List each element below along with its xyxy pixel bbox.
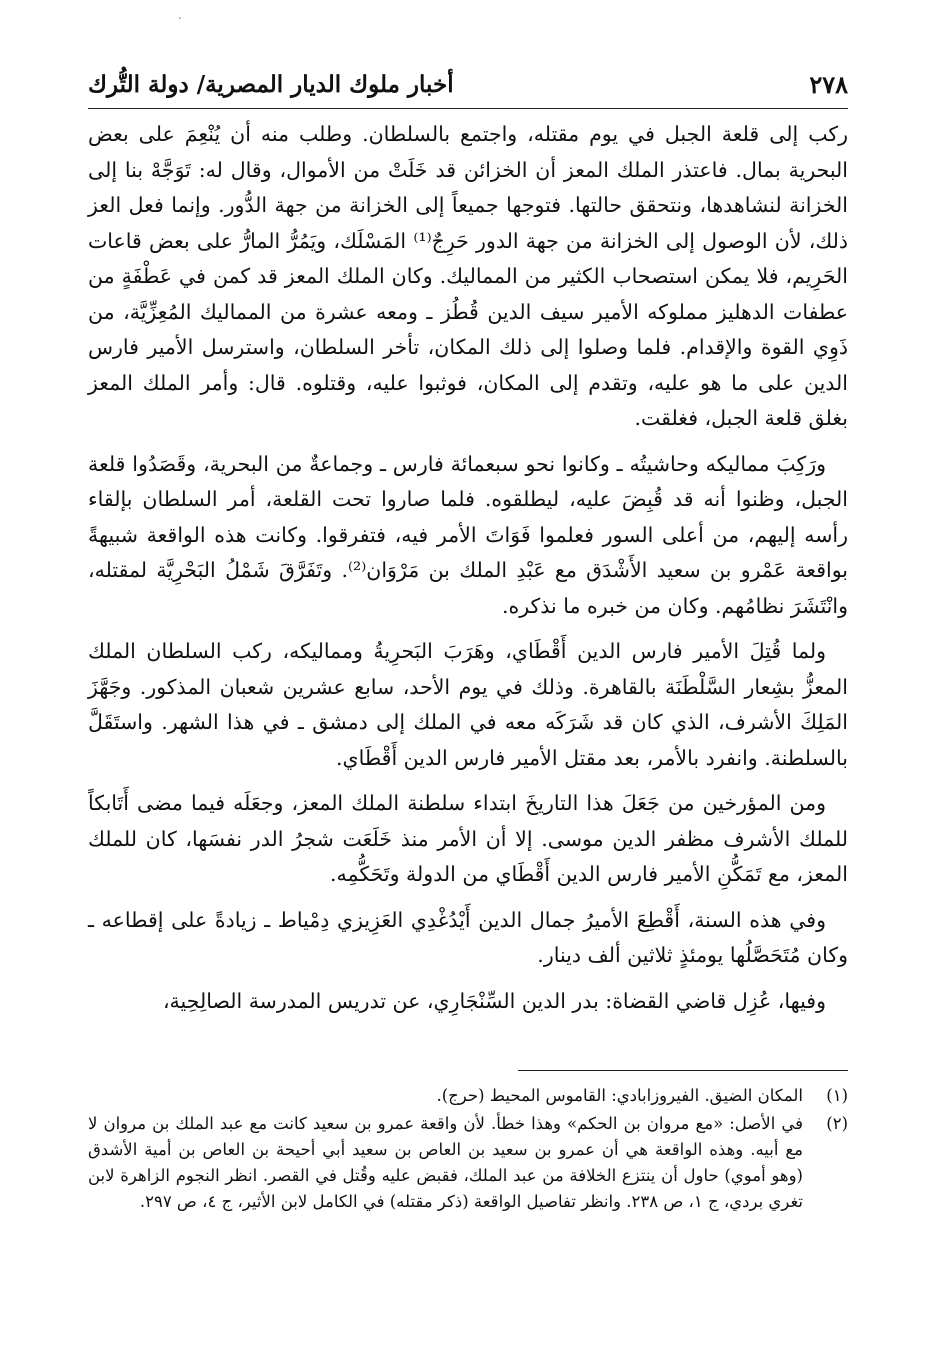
paragraph: ومن المؤرخين من جَعَلَ هذا التاريخَ ابتداء سلطنة الملك المعز، وجعَلَه فيما مضى أَتَابكاً للملك الأشرف مظفر الدين موسى. إلا أن الأمر منذ خَلَعَت شجرُ الدر نفسَها، كان للملك المعز، مع تَمَكُّنِ الأمير فارس الدين أَقْطَاي من الدولة وتَحَكُّمِه. [88,791,848,886]
footnote-text: المكان الضيق. الفيروزابادي: القاموس المحيط (حرج). [436,1086,803,1105]
paragraph: وفي هذه السنة، أَقْطِعَ الأميرُ جمال الدين أَيْدُغْدِي العَزِيزي دِمْياط ـ زيادةً على إقطاعه ـ وكان مُتَحَصَّلُها يومئذٍ ثلاثين ألف دينار. [88,907,848,967]
running-title: أخبار ملوك الديار المصرية/ دولة التُّرك [88,70,454,98]
footnote-text: في الأصل: «مع مروان بن الحكم» وهذا خطأ. لأن واقعة عمرو بن سعيد كانت مع عبد الملك بن مروان لا مع أبيه. وهذه الواقعة هي أن عمرو بن سعيد بن العاص بن سعيد أبي أحيحة بن العاص بن أمية الأشدق (وهو أموي) حاول أن ينتزع الخلافة من عبد الملك، فقبض عليه وقُتل في القصر. انظر النجوم الزاهرة لابن تغري بردي، ج ١، ص ٢٣٨. وانظر تفاصيل الواقعة (ذكر مقتله) في الكامل لابن الأثير، ج ٤، ص ٢٩٧. [88,1114,803,1211]
page-number: ٢٧٨ [809,69,848,99]
footnote [88,1083,848,1109]
footnote-divider [518,1070,848,1071]
paragraph: ركب إلى قلعة الجبل في يوم مقتله، واجتمع بالسلطان. وطلب منه أن يُنْعِمَ على بعض البحرية بمال. فاعتذر الملك المعز أن الخزائن قد خَلَتْ من الأموال، وقال له: تَوَجَّهْ بنا إلى الخزانة لنشاهدها، ونتحقق حالتها. فتوجها جميعاً إلى الخزانة من جهة الدُّور. وإنما فعل العز ذلك، لأن الوصول إلى الخزانة من جهة الدور حَرِجٌ⁽¹⁾ المَسْلَك، ويَمُرُّ المارُّ على بعض قاعات الحَرِيم، فلا يمكن استصحاب الكثير من المماليك. وكان الملك المعز قد كمن في عَطْفَةٍ من عطفات الدهليز مملوكه الأمير سيف الدين قُطُز ـ ومعه عشرة من المماليك المُعِزِّيَّة، من ذَوِي القوة والإقدام. فلما وصلوا إلى ذلك المكان، تأخر السلطان، واسترسل الأمير فارس الدين على ما هو عليه، وتقدم إلى المكان، فوثبوا عليه، وقتلوه. قال: وأمر الملك المعز بغلق قلعة الجبل، فغلقت. [88,122,848,430]
paragraph: وفيها، عُزِل قاضي القضاة: بدر الدين السِّنْجَارِي، عن تدريس المدرسة الصالِحِية، [162,988,826,1013]
corner-mark: ۰ [176,10,184,26]
main-text [88,117,848,1029]
page-header [88,64,848,104]
paragraph: ورَكِبَ مماليكه وحاشيتُه ـ وكانوا نحو سبعمائة فارس ـ وجماعةٌ من البحرية، وقَصَدُوا قلعة الجبل، وظنوا أنه قد قُبِضَ عليه، ليطلقوه. فلما صاروا تحت القلعة، أمر السلطان بإلقاء رأسه إليهم، من أعلى السور فعلموا فَوَاتَ الأمر فيه، فتفرقوا. وكانت هذه الواقعة شبيهةً بواقعة عَمْرو بن سعيد الأَشْدَق مع عَبْدِ الملك بن مَرْوَان⁽²⁾. وتَفَرَّقَ شَمْلُ البَحْرِيَّة لمقتله، وانْتَشَرَ نظامُهم. وكان من خبره ما نذكره. [88,451,848,618]
paragraph: ولما قُتِلَ الأمير فارس الدين أَقْطَاي، وهَرَبَ البَحرِيةُ ومماليكه، ركب السلطان الملك المعزُّ بشِعار السَّلْطَنَة بالقاهرة. وذلك في يوم الأحد، سابع عشرين شعبان المذكور. وجَهَّزَ المَلِكَ الأشرف، الذي كان قد شَرَكَه معه في الملك إلى دمشق ـ في هذا الشهر. واستَقَلَّ بالسلطنة. وانفرد بالأمر، بعد مقتل الأمير فارس الدين أَقْطَاي. [88,639,848,770]
footnote-number: (١) [826,1086,848,1105]
footnote [88,1111,848,1215]
header-divider [88,108,848,109]
footnotes [88,1083,848,1217]
footnote-number: (٢) [826,1114,848,1133]
